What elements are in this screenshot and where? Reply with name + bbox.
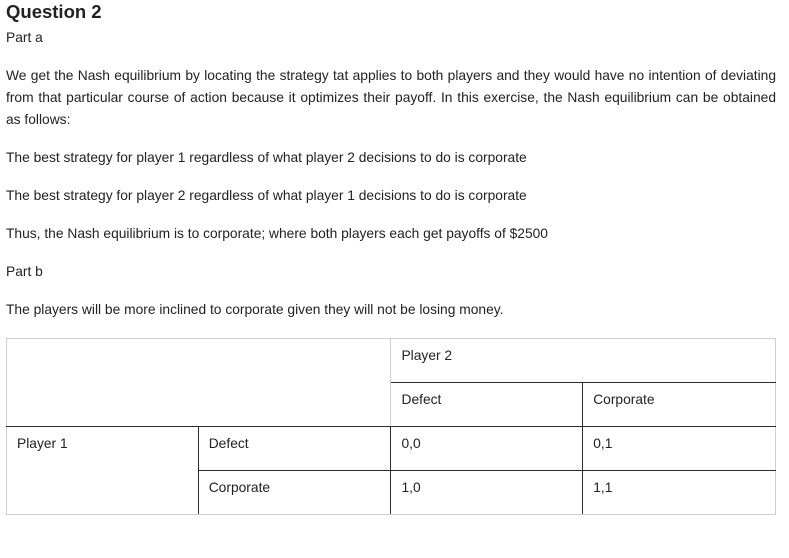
row-header-corporate <box>198 471 391 515</box>
empty-corner-cell <box>7 339 391 427</box>
player1-label: Player 1 <box>17 436 68 451</box>
question-title: Question 2 <box>6 1 102 22</box>
part-b-text: The players will be more inclined to corporate given they will not be losing money. <box>6 302 504 317</box>
player1-header-cell <box>7 427 199 515</box>
player2-label: Player 2 <box>401 348 453 363</box>
payoff-matrix-table <box>6 338 776 515</box>
col-header-defect <box>391 383 583 427</box>
col-header-label: Defect <box>401 392 442 407</box>
payoff-cell <box>583 427 776 471</box>
payoff-value: 0,1 <box>593 436 613 451</box>
nash-conclusion: Thus, the Nash equilibrium is to corporate; where both players each get payoffs of $2500 <box>6 226 548 241</box>
payoff-cell <box>391 427 583 471</box>
part-b-label: Part b <box>6 264 43 279</box>
player1-best-strategy: The best strategy for player 1 regardless of what player 2 decisions to do is corporate <box>6 150 527 165</box>
row-header-label: Defect <box>208 436 249 451</box>
payoff-value: 0,0 <box>401 436 421 451</box>
table-row <box>7 427 776 471</box>
row-header-defect <box>198 427 391 471</box>
player2-best-strategy: The best strategy for player 2 regardless of what player 1 decisions to do is corporate <box>6 188 527 203</box>
intro-paragraph: We get the Nash equilibrium by locating the strategy tat applies to both players and they would have no intention of deviating from that particular course of action because it optimizes their payoff. In this exercise, the Nash equilibrium can be obtained as follows: <box>6 68 776 127</box>
part-a-label: Part a <box>6 30 43 45</box>
payoff-cell <box>583 471 776 515</box>
table-row <box>7 339 776 383</box>
player2-header-cell <box>391 339 776 383</box>
payoff-cell <box>391 471 583 515</box>
payoff-value: 1,1 <box>593 480 613 495</box>
col-header-corporate <box>583 383 776 427</box>
col-header-label: Corporate <box>593 392 655 407</box>
payoff-value: 1,0 <box>401 480 421 495</box>
row-header-label: Corporate <box>208 480 271 495</box>
